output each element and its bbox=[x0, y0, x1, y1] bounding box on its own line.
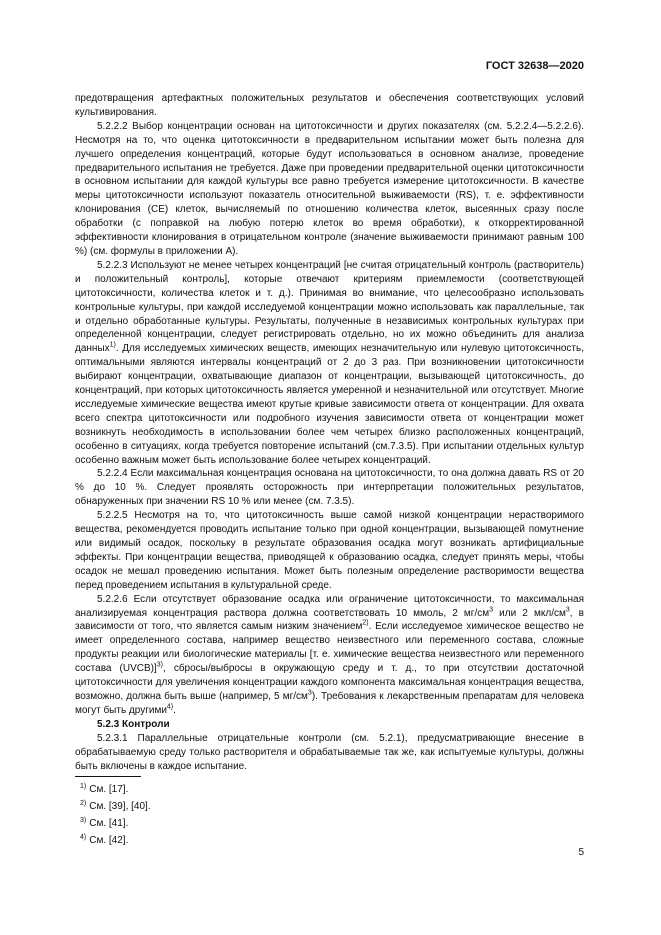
text-run: ). Требования к лекарственным препаратам для человека могут быть другими bbox=[75, 690, 584, 716]
text-run: . bbox=[173, 704, 176, 716]
page-number: 5 bbox=[578, 847, 584, 858]
footnote-ref: 4) bbox=[166, 703, 174, 711]
footnote-mark: 4) bbox=[80, 833, 87, 841]
standard-designation: ГОСТ 32638—2020 bbox=[485, 60, 584, 72]
paragraph: предотвращения артефактных положительных результатов и обеспечения соответствующих условий культивирования. bbox=[75, 93, 584, 118]
footnote bbox=[75, 783, 151, 797]
footnote-mark: 1) bbox=[80, 782, 87, 790]
footnote bbox=[75, 800, 151, 814]
superscript: 3 bbox=[565, 606, 570, 614]
footnote-divider bbox=[75, 776, 141, 777]
footnote-mark: 2) bbox=[80, 799, 87, 807]
superscript: 3 bbox=[307, 689, 312, 697]
superscript: 3 bbox=[489, 606, 494, 614]
text-run: , в зависимости от того, что является самым низким значением bbox=[75, 607, 584, 633]
footnote-text: См. [42]. bbox=[89, 835, 129, 846]
paragraph-5-2-2-2: 5.2.2.2 Выбор концентрации основан на цитотоксичности и других показателях (см. 5.2.2.4—5.2.2.6). Несмотря на то, что оценка цитотоксичности в предварительном испытании может быть полезна для лучшего определения концентраций, которые будут использоваться в основном анализе, проведение предварительного испытания не требуется. Даже при проведении предварительной оценки цитотоксичности в основном испытании для каждой культуры все равно требуется измерение цитотоксичности. В качестве меры цитотоксичности используют показатель относительной выживаемости (RS), т. е. эффективности клонирования (СЕ) клеток, вычисляемый по отношению количества клеток, высеянных сразу после обработки (с поправкой на любую потерю клеток во время обработки), к откорректированной эффективности клонирования в отрицательном контроле (значение выживаемости принимают равным 100 %) (см. формулы в приложении А). bbox=[75, 120, 584, 257]
footnote-ref: 3) bbox=[156, 661, 163, 669]
footnote-ref: 2) bbox=[362, 620, 369, 628]
text-run: , сбросы/выбросы в окружающую среду и т. д., то при отсутствии достаточной цитотоксичности для увеличения концентрации каждого компонента максимальная концентрация вещества, возможно, должна быть выше (например, 5 мг/см bbox=[75, 663, 584, 702]
paragraph-5-2-3-1: 5.2.3.1 Параллельные отрицательные контроли (см. 5.2.1), предусматривающие внесение в обрабатываемую среду только растворителя и обрабатываемые так же, как испытуемые культуры, должны быть включены в каждое испытание. bbox=[75, 732, 584, 772]
paragraph-5-2-2-6 bbox=[75, 593, 584, 718]
text-run: . Если исследуемое химическое вещество не имеет определенного состава, например вещество неизвестного или переменного состава, сложные продукты реакции или биологические материалы [т. е. химические вещества неизвестного или переменного состава (UVCB)] bbox=[75, 621, 584, 675]
footnote-text: См. [39], [40]. bbox=[89, 801, 151, 812]
section-heading: 5.2.3 Контроли bbox=[97, 718, 170, 730]
paragraph-5-2-2-4: 5.2.2.4 Если максимальная концентрация основана на цитотоксичности, то она должна давать RS от 20 % до 10 %. Следует проявлять осторожность при интерпретации положительных результатов, обнаруженных при значении RS 10 % или менее (см. 7.3.5). bbox=[75, 468, 584, 508]
footnote-text: См. [41]. bbox=[89, 818, 129, 829]
footnote-text: См. [17]. bbox=[89, 784, 129, 795]
paragraph-5-2-2-3 bbox=[75, 259, 584, 468]
paragraph-5-2-2-5: 5.2.2.5 Несмотря на то, что цитотоксичность выше самой низкой концентрации нерастворимого вещества, рекомендуется проводить испытание только при одной концентрации, вызывающей помутнение или видимый осадок, поскольку в результате образования осадка могут возникать артифициальные эффекты. При концентрации вещества, приводящей к образованию осадка, следует принять меры, чтобы осадок не мешал проведению испытания. Может быть полезным определение растворимости вещества перед проведением испытания в культуральной среде. bbox=[75, 510, 584, 591]
footnote-mark: 3) bbox=[80, 816, 87, 824]
footnote bbox=[75, 817, 151, 831]
footnote-ref: 1) bbox=[109, 341, 116, 349]
footnote bbox=[75, 834, 151, 848]
text-run: . Для исследуемых химических веществ, имеющих незначительную или нулевую цитотоксичность, оптимальными являются интервалы концентраций от 2 до 3 раз. При возникновении цитотоксичности выбирают концентрации, охватывающие диапазон от концентрации, вызывающей цитотоксичность, до концентраций, при которых цитотоксичность является умеренной и незначительной или отсутствует. Многие исследуемые химические вещества имеют крутые кривые зависимости ответа от концентрации. Для охвата всего спектра цитотоксичности или подробного изучения зависимости ответа от концентрации может возникнуть необходимость в использовании более чем четырех близко расположенных концентраций, особенно в ситуациях, когда требуется повторение испытаний (см.7.3.5). При испытании отдельных культур особенно важным может быть использование более четырех концентраций. bbox=[75, 343, 584, 466]
text-run: 5.2.2.3 Используют не менее четырех концентраций [не считая отрицательный контроль (растворитель) и положительный контроль], которые отвечают критериям приемлемости (соответствующей цитотоксичности, количества клеток и т. д.). Принимая во внимание, что целесообразно использовать контрольные культуры, при каждой исследуемой концентрации можно использовать как параллельные, так и отдельно обработанные культуры. Результаты, полученные в независимых контрольных культурах при определенной концентрации, следует регистрировать отдельно, но их можно объединить для анализа данных bbox=[75, 259, 584, 355]
text-run: или 2 мкл/см bbox=[493, 607, 566, 619]
footnotes bbox=[75, 783, 151, 851]
text-run: 5.2.2.6 Если отсутствует образование осадка или ограничение цитотоксичности, то максимальная анализируемая концентрация раствора должна соответствовать 10 ммоль, 2 мг/см bbox=[75, 593, 584, 619]
main-text bbox=[75, 92, 584, 773]
